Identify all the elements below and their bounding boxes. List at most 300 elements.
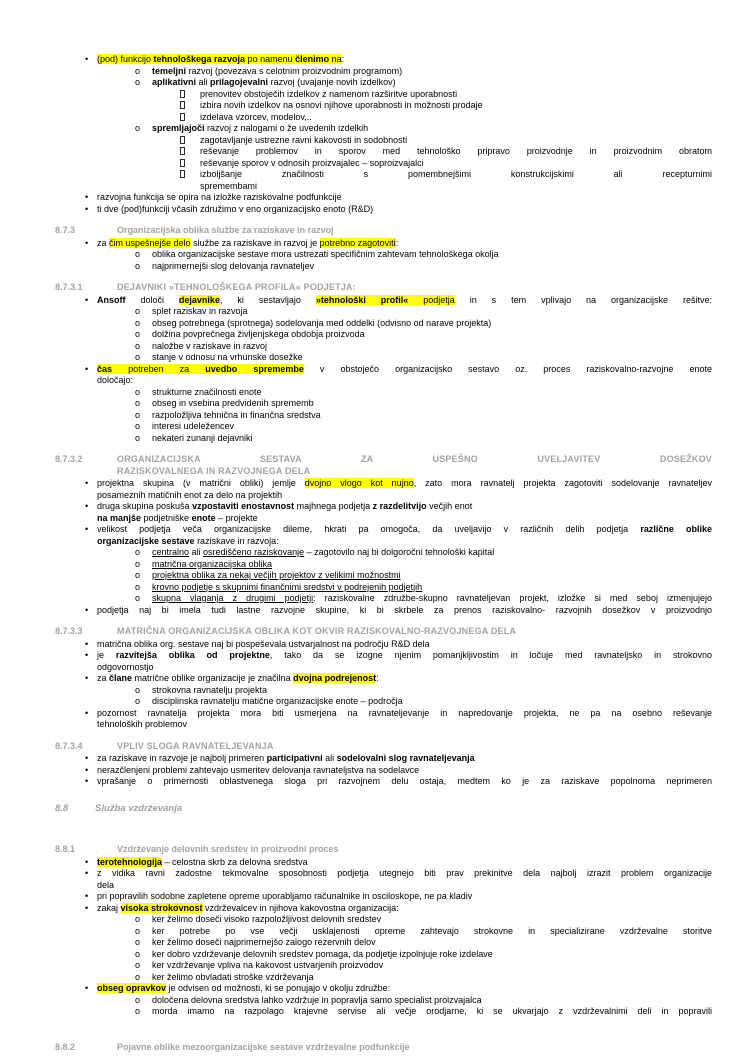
section-title-line: Pojavne oblike mezoorganizacijske sestave vzdrževalne podfunkcije	[117, 1041, 410, 1052]
list-item-text	[97, 880, 712, 892]
text-run: in s tem vplivajo na organizacijske rešitve:	[454, 294, 712, 305]
text-run: krovno podjetje s skupnimi finančnimi sredstvi v podrejenih podjetjih	[152, 581, 423, 592]
text-run: – projekte	[215, 512, 258, 523]
square-glyph	[180, 101, 185, 109]
list-item-text	[152, 352, 712, 364]
section-title	[117, 626, 712, 638]
text-run: podjetja naj bi imela tudi lastne razvojne skupine, ki bi skrbele za prenos raziskovalno- razvojnih dosežkov v proizvodnjo	[97, 604, 712, 615]
list-item-text	[152, 960, 712, 972]
text-run: razvoj z nalogami o že uvedenih izdelkih	[204, 123, 369, 133]
circle-bullet-icon: o	[135, 398, 141, 408]
list-item	[55, 158, 712, 170]
list-item	[55, 650, 712, 662]
section-heading	[55, 1042, 712, 1054]
list-item-text	[200, 181, 712, 193]
list-item-text	[152, 318, 712, 330]
bullet-icon: •	[85, 764, 89, 775]
section-title-line: DEJAVNIKI »TEHNOLOŠKEGA PROFILA« PODJETJA:	[117, 282, 356, 292]
text-run: večjih enot	[426, 501, 473, 511]
section-heading	[55, 454, 712, 477]
list-item-text	[152, 306, 712, 318]
list-item	[55, 135, 712, 147]
list-item	[55, 204, 712, 216]
list-item	[55, 559, 712, 571]
list-item	[55, 364, 712, 376]
circle-bullet-icon: o	[135, 123, 141, 133]
list-item	[55, 501, 712, 513]
section-title	[117, 225, 712, 237]
list-item-text	[97, 192, 712, 204]
list-item-continuation	[55, 513, 712, 525]
section-number: 8.8	[55, 802, 69, 814]
section-title	[117, 454, 712, 477]
list-item	[55, 524, 712, 536]
circle-bullet-icon: o	[135, 306, 141, 316]
section-title	[117, 741, 712, 753]
circle-bullet-icon: o	[135, 260, 141, 271]
list-item-text	[152, 914, 712, 926]
highlighted-text: po namenu	[245, 54, 296, 64]
text-run: izdelava vzorcev, modelov,..	[200, 111, 312, 122]
list-item	[55, 960, 712, 972]
text-run: razpoložljiva tehnična in finančna sredstva	[152, 409, 321, 420]
list-item-text	[200, 169, 712, 181]
list-item-text	[97, 868, 712, 880]
list-item	[55, 949, 712, 961]
list-item	[55, 192, 712, 204]
section-heading	[55, 741, 712, 753]
list-item-text	[97, 524, 712, 536]
list-item	[55, 421, 712, 433]
highlighted-text: dvojna podrejenost	[293, 673, 377, 683]
text-run: prilagojevalni	[210, 77, 269, 87]
circle-bullet-icon: o	[135, 925, 141, 936]
text-run: projektna skupina (v matrični obliki) jemlje	[97, 478, 305, 488]
list-item-text	[97, 753, 712, 765]
list-item	[55, 765, 712, 777]
section-number: 8.7.3.4	[55, 740, 83, 751]
text-run: razvitejša oblika od projektne	[115, 650, 270, 660]
list-item-text	[97, 54, 712, 66]
circle-bullet-icon: o	[135, 249, 141, 259]
circle-bullet-icon: o	[135, 77, 141, 87]
list-item	[55, 112, 712, 124]
list-item-text	[152, 387, 712, 399]
text-run: temeljni	[152, 65, 187, 76]
list-item-text	[97, 983, 712, 995]
list-item	[55, 478, 712, 490]
text-run: različne oblike	[640, 524, 712, 534]
list-item	[55, 329, 712, 341]
list-item	[55, 570, 712, 582]
text-run: : raziskovalne združbe-skupno ravnateljevan projekt, izložke si med seboj izmenjujejo	[313, 593, 712, 603]
text-run: ali	[189, 547, 204, 557]
text-run: določena delovna sredstva lahko vzdržuje in popravlja samo specialist proizvajalca	[152, 994, 482, 1005]
text-run: tehnoloških problemov	[97, 719, 188, 729]
list-item	[55, 100, 712, 112]
bullet-icon: •	[85, 604, 89, 615]
text-run: strukturne značilnosti enote	[152, 386, 262, 397]
text-run: posameznih matičnih enot za delo na projektih	[97, 489, 283, 500]
highlighted-text: členimo	[295, 54, 330, 64]
text-run: razvojna funkcija se opira na izložke raziskovalne podfunkcije	[97, 192, 342, 202]
section-title-line: VPLIV SLOGA RAVNATELJEVANJA	[117, 740, 274, 751]
text-run: člane	[109, 673, 133, 683]
text-run: spremembami	[200, 180, 258, 191]
list-item-text	[152, 249, 712, 261]
list-item	[55, 249, 712, 261]
list-item	[55, 352, 712, 364]
list-item-text	[97, 719, 712, 731]
list-item-text	[152, 261, 712, 273]
text-run: nerazčlenjeni problemi zahtevajo usmeritev delovanja ravnateljstva na sodelavce	[97, 764, 420, 775]
list-item-text	[97, 903, 712, 915]
text-run: spremljajoči	[152, 123, 205, 133]
list-item	[55, 639, 712, 651]
list-item-continuation	[55, 880, 712, 892]
bullet-icon: •	[85, 673, 89, 683]
highlighted-text: čas	[97, 363, 113, 374]
list-item	[55, 89, 712, 101]
text-run: , zato mora ravnatelj projekta zagotoviti sodelovanje ravnateljev	[413, 478, 712, 488]
list-item-text	[152, 398, 712, 410]
section-number: 8.7.3.2	[55, 454, 83, 464]
list-item	[55, 696, 712, 708]
text-run: najprimernejši slog delovanja ravnateljev	[152, 260, 315, 271]
bullet-icon: •	[85, 891, 89, 901]
section-heading	[55, 803, 712, 815]
list-item	[55, 857, 712, 869]
text-run: vzdrževalcev in njihova kakovostna organizacija:	[202, 902, 399, 913]
circle-bullet-icon: o	[135, 684, 141, 695]
text-run: dolžina povprečnega življenjskega obdobja proizvoda	[152, 329, 365, 339]
list-item	[55, 295, 712, 307]
list-item-text	[97, 708, 712, 720]
section-number: 8.7.3.1	[55, 282, 83, 292]
circle-bullet-icon: o	[135, 547, 141, 557]
circle-bullet-icon: o	[135, 1006, 141, 1016]
section-number: 8.7.3.3	[55, 626, 83, 636]
list-item-continuation	[55, 719, 712, 731]
list-item	[55, 972, 712, 984]
list-item-text	[97, 204, 712, 216]
text-run: za	[97, 237, 110, 248]
text-run: skupna vlaganja z drugimi podjetji	[152, 593, 314, 603]
list-item	[55, 903, 712, 915]
list-item-text	[97, 650, 712, 662]
bullet-icon: •	[85, 983, 89, 993]
highlighted-text: terotehnologija	[97, 856, 162, 867]
text-run: stanje v odnosu na vrhunske dosežke	[152, 352, 303, 362]
list-item	[55, 753, 712, 765]
text-run: v obstoječo organizacijsko sestavo oz. proces raziskovalno-razvojne enote	[303, 363, 713, 374]
bullet-icon: •	[85, 237, 89, 248]
text-run: ker želimo doseči najprimernejšo zalogo rezervnih delov	[152, 937, 376, 947]
list-item-text	[152, 937, 712, 949]
text-run: druga skupina poskuša	[97, 501, 193, 511]
text-run: na manjše	[97, 512, 142, 523]
highlighted-text: potreben za	[112, 363, 206, 374]
text-run: disciplinska ravnatelju matične organizacijske enote – področja	[152, 696, 403, 706]
section-title	[117, 282, 712, 294]
list-item-text	[97, 662, 712, 674]
highlighted-text: dvojno vlogo kot nujno	[304, 478, 414, 488]
list-item-text	[152, 972, 712, 984]
text-run: morda imamo na razpolago krajevne servise ali večje orodjarne, ki se ukvarjajo z vzdrževalnimi deli in popravili	[152, 1006, 712, 1016]
bullet-icon: •	[85, 192, 89, 202]
list-item-text	[97, 490, 712, 502]
text-run: ti dve (pod)funkciji včasih združimo v eno organizacijsko enoto (R&D)	[97, 203, 374, 214]
text-run: matrična oblika org. sestave naj bi pospeševala ustvarjalnost na področju R&D dela	[97, 638, 430, 649]
list-item	[55, 868, 712, 880]
highlighted-text: visoka strokovnost	[120, 902, 203, 913]
list-item	[55, 123, 712, 135]
bullet-icon: •	[85, 868, 89, 878]
bullet-icon: •	[85, 650, 89, 660]
bullet-icon: •	[85, 707, 89, 718]
list-item	[55, 341, 712, 353]
list-item-text	[152, 995, 712, 1007]
text-run: splet raziskav in razvoja	[152, 306, 248, 316]
text-run: ali	[322, 753, 337, 763]
list-item-text	[152, 433, 712, 445]
list-item-text	[97, 364, 712, 376]
highlighted-text: (pod) funkcijo	[97, 54, 154, 64]
list-item	[55, 891, 712, 903]
list-item	[55, 77, 712, 89]
highlighted-text: čim uspešnejše delo	[109, 237, 191, 248]
text-run: nekateri zunanji dejavniki	[152, 432, 253, 443]
list-item-text	[97, 295, 712, 307]
list-item-continuation	[55, 536, 712, 548]
section-title-line: MATRIČNA ORGANIZACIJSKA OBLIKA KOT OKVIR RAZISKOVALNO-RAZVOJNEGA DELA	[117, 626, 517, 636]
text-run: vzpostaviti enostavnost	[192, 501, 295, 511]
text-run: naložbe v raziskave in razvoj	[152, 340, 268, 351]
list-item	[55, 318, 712, 330]
text-run: vprašanje o primernosti oblastvenega sloga pri razvojnem delu ostaja, medtem ko je za raziskave popolnoma neprimeren	[97, 776, 712, 786]
list-item-text	[152, 341, 712, 353]
text-run: centralno	[152, 547, 190, 557]
text-run: Ansoff	[97, 294, 126, 305]
text-run: določi	[125, 294, 179, 305]
list-item-text	[152, 593, 712, 605]
highlighted-text: tehnološkega razvoja	[153, 54, 246, 64]
section-title-line: Vzdrževanje delovnih sredstev in proizvodni proces	[117, 844, 339, 854]
list-item	[55, 605, 712, 617]
list-item-text	[152, 421, 712, 433]
text-run: izbira novih izdelkov na osnovi njihove uporabnosti in možnosti prodaje	[200, 100, 483, 110]
text-run: z vidika ravni zadostne tekmovalne sposobnosti podjetja utegnejo biti prav prekinitve dela najbolj izrazit problem organizacije	[97, 868, 712, 878]
list-item	[55, 593, 712, 605]
list-item	[55, 937, 712, 949]
list-item	[55, 261, 712, 273]
list-item-text	[152, 410, 712, 422]
list-item-text	[200, 135, 712, 147]
circle-bullet-icon: o	[135, 317, 141, 328]
text-run: :	[395, 237, 399, 248]
list-item-text	[152, 926, 712, 938]
text-run: obseg in vsebina predvidenih sprememb	[152, 398, 314, 408]
list-item	[55, 66, 712, 78]
list-item-text	[97, 536, 712, 548]
text-run: ker želimo obvladati stroške vzdrževanja	[152, 971, 314, 982]
text-run: oblika organizacijske sestave mora ustrezati specifičnim zahtevam tehnološkega okolja	[152, 249, 499, 259]
circle-bullet-icon: o	[135, 593, 141, 603]
text-run: pri popravilih sodobne zapletene opreme uporabljamo računalnike in osciloskope, ne pa kladiv	[97, 891, 473, 901]
text-run: zagotavljanje ustrezne ravni kakovosti in sodobnosti	[200, 134, 408, 145]
circle-bullet-icon: o	[135, 432, 141, 443]
text-run: obseg potrebnega (sprotnega) sodelovanja med oddelki (odvisno od narave projekta)	[152, 317, 492, 328]
text-run: reševanje sporov v odnosih proizvajalec – soproizvajalci	[200, 157, 424, 168]
text-run: ker vzdrževanje vpliva na kakovost ustvarjenih proizvodov	[152, 960, 384, 970]
section-title-line: Služba vzdrževanja	[95, 802, 183, 814]
list-item-text	[152, 1006, 712, 1018]
bullet-icon: •	[85, 363, 89, 374]
text-run: dela	[97, 879, 115, 890]
list-item-text	[97, 776, 712, 788]
circle-bullet-icon: o	[135, 696, 141, 706]
list-item	[55, 238, 712, 250]
list-item-text	[152, 685, 712, 697]
circle-bullet-icon: o	[135, 65, 141, 76]
list-item-text	[152, 559, 712, 571]
circle-bullet-icon: o	[135, 914, 141, 924]
list-item	[55, 1006, 712, 1018]
list-item-text	[200, 158, 712, 170]
text-run: :	[341, 54, 345, 64]
text-run: majhnega podjetja	[294, 501, 373, 511]
list-item-text	[152, 582, 712, 594]
text-run: za raziskave in razvoje je najbolj primeren	[97, 753, 267, 763]
circle-bullet-icon: o	[135, 570, 141, 580]
text-run: , ki sestavljajo	[219, 294, 316, 305]
text-run: je odvisen od možnosti, ki se ponujajo v okolju združbe:	[166, 983, 391, 993]
section-heading	[55, 225, 712, 237]
text-run: ker dobro vzdrževanje delovnih sredstev pomaga, da podjetje izpolnjuje roke izdelave	[152, 948, 493, 959]
bullet-icon: •	[85, 501, 89, 511]
square-glyph	[180, 90, 185, 98]
circle-bullet-icon: o	[135, 421, 141, 431]
list-item	[55, 410, 712, 422]
list-item	[55, 169, 712, 181]
text-run: zakaj	[97, 902, 121, 913]
text-run: strokovna ravnatelju projekta	[152, 684, 268, 695]
list-item	[55, 685, 712, 697]
highlighted-text: »tehnološki profil«	[315, 294, 409, 305]
text-run: izboljšanje značilnosti s pomembnejšimi konstrukcijskimi ali recepturnimi	[200, 169, 712, 179]
list-item	[55, 582, 712, 594]
bullet-icon: •	[85, 478, 89, 488]
circle-bullet-icon: o	[135, 409, 141, 420]
section-title	[95, 803, 712, 815]
list-item	[55, 54, 712, 66]
section-title	[117, 1042, 712, 1054]
list-item-text	[97, 673, 712, 685]
list-item	[55, 708, 712, 720]
text-run: ali	[196, 77, 211, 87]
list-item-text	[152, 66, 712, 78]
section-title-line: ORGANIZACIJSKA SESTAVA ZA USPEŠNO UVELJAVITEV DOSEŽKOV	[117, 454, 712, 464]
text-run: enote	[191, 512, 216, 523]
square-glyph	[180, 159, 185, 167]
list-item-text	[152, 570, 712, 582]
section-number: 8.8.2	[55, 1041, 76, 1052]
list-item-text	[152, 547, 712, 559]
section-heading	[55, 282, 712, 294]
text-run: je	[97, 650, 116, 660]
list-item-continuation	[55, 181, 712, 193]
list-item	[55, 673, 712, 685]
list-item-text	[200, 146, 712, 158]
section-title-line: RAZISKOVALNEGA IN RAZVOJNEGA DELA	[117, 465, 311, 476]
list-item-text	[200, 100, 712, 112]
circle-bullet-icon: o	[135, 994, 141, 1005]
list-item	[55, 926, 712, 938]
list-item-continuation	[55, 375, 712, 387]
section-number: 8.8.1	[55, 844, 76, 854]
square-glyph	[180, 113, 185, 121]
section-title	[117, 844, 712, 856]
circle-bullet-icon: o	[135, 329, 141, 339]
circle-bullet-icon: o	[135, 581, 141, 592]
text-run: projektna oblika za nekaj večjih projektov z velikimi možnostmi	[152, 570, 401, 580]
list-item	[55, 995, 712, 1007]
highlighted-text: potrebno zagotoviti	[319, 237, 396, 248]
square-glyph	[180, 147, 185, 155]
text-run: z razdelitvijo	[372, 501, 427, 511]
text-run: sodelovalni slog ravnateljevanja	[336, 753, 475, 763]
text-run: interesi udeležencev	[152, 421, 235, 431]
list-item-text	[97, 513, 712, 525]
text-run: – celostna skrb za delovna sredstva	[162, 856, 308, 867]
text-run: osrediščeno raziskovanje	[203, 547, 305, 557]
list-item-text	[200, 112, 712, 124]
text-run: določajo:	[97, 375, 134, 385]
text-run: raziskave in razvoja:	[194, 535, 279, 546]
highlighted-text: obseg opravkov	[97, 983, 167, 993]
text-run: – zagotovilo naj bi dolgoročni tehnološki kapital	[304, 547, 495, 557]
text-run: organizacijske sestave	[97, 535, 195, 546]
text-run: velikost podjetja veča organizacijske dileme, hkrati pa omogoča, da uveljavijo v različnih delih podjetja	[97, 524, 641, 534]
list-item-text	[97, 857, 712, 869]
list-item-text	[97, 891, 712, 903]
list-item-text	[152, 329, 712, 341]
text-run: prenovitev obstoječih izdelkov z namenom razširitve uporabnosti	[200, 88, 458, 99]
list-item-text	[152, 77, 712, 89]
text-run: za	[97, 673, 110, 683]
list-item-text	[152, 949, 712, 961]
list-item	[55, 914, 712, 926]
list-item-text	[97, 605, 712, 617]
circle-bullet-icon: o	[135, 386, 141, 397]
list-item-text	[97, 765, 712, 777]
text-run: razvoj (uvajanje novih izdelkov)	[268, 77, 396, 87]
text-run: podjetniške	[141, 512, 192, 523]
section-heading	[55, 844, 712, 856]
text-run: reševanje problemov in sporov med tehnološko pripravo proizvodnje in proizvodnim obratom	[200, 146, 712, 156]
list-item-text	[152, 696, 712, 708]
bullet-icon: •	[85, 776, 89, 786]
bullet-icon: •	[85, 856, 89, 867]
list-item	[55, 776, 712, 788]
bullet-icon: •	[85, 524, 89, 534]
bullet-icon: •	[85, 638, 89, 649]
list-item-continuation	[55, 662, 712, 674]
highlighted-text: na	[329, 54, 342, 64]
highlighted-text: dejavnike	[178, 294, 220, 305]
text-run: matrične oblike organizacije je značilna	[132, 673, 294, 683]
list-item	[55, 398, 712, 410]
